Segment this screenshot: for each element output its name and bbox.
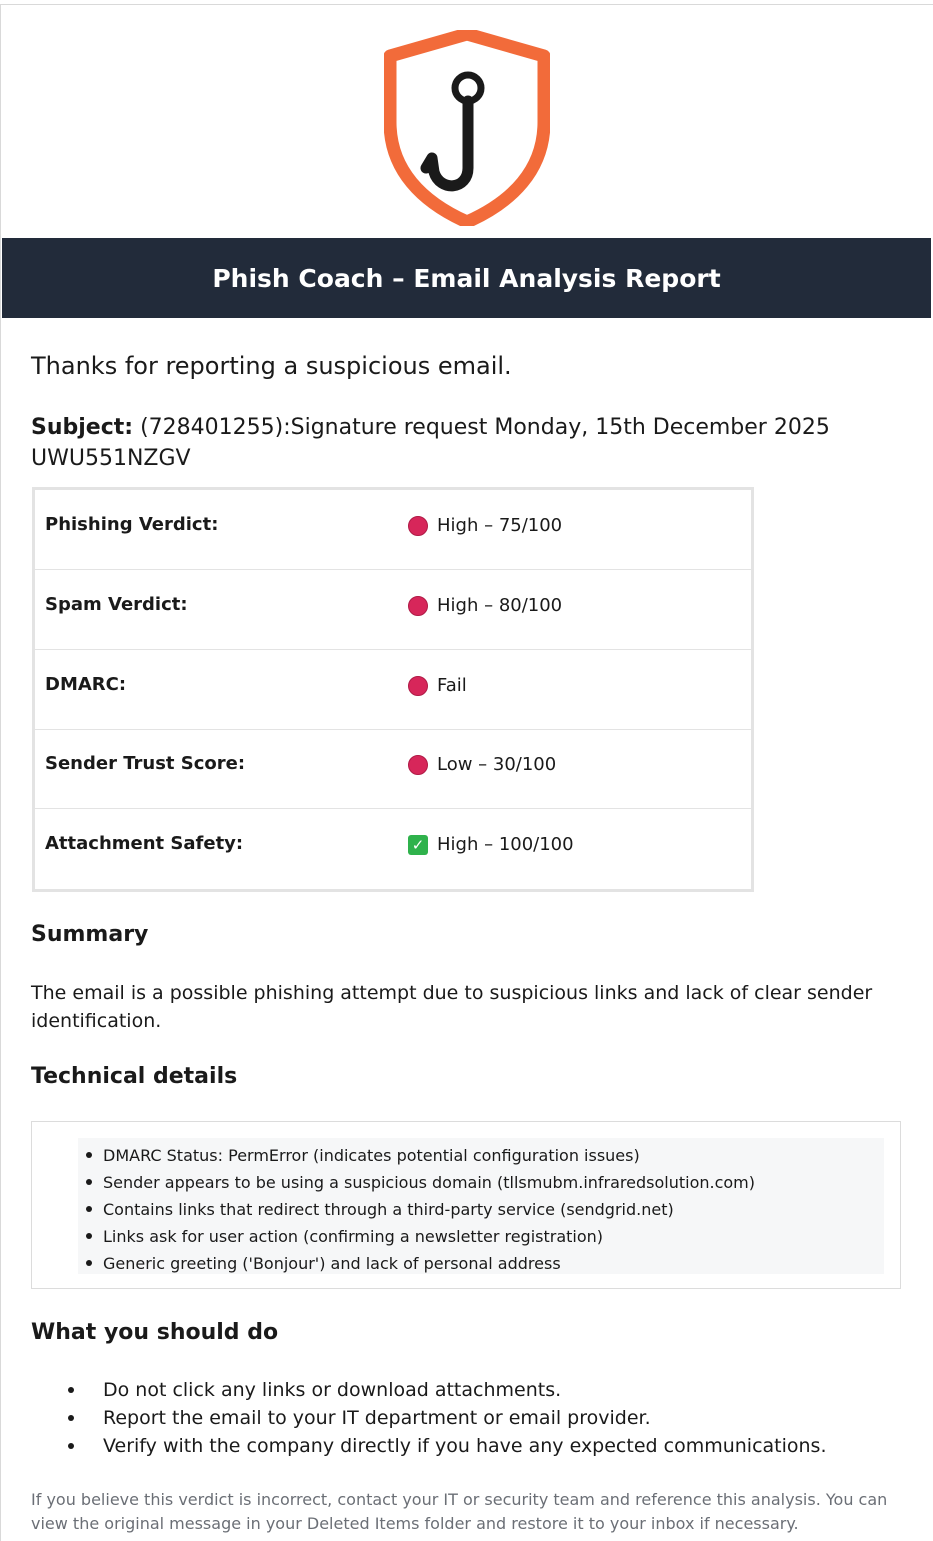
shield-hook-icon bbox=[384, 30, 550, 226]
red-circle-icon bbox=[408, 596, 428, 616]
subject-value: (728401255):Signature request Monday, 15th December 2025 UWU551NZGV bbox=[31, 415, 830, 471]
verdict-value-text: Low – 30/100 bbox=[437, 754, 557, 775]
verdict-value-text: High – 100/100 bbox=[437, 834, 574, 855]
verdict-value-text: High – 75/100 bbox=[437, 515, 563, 536]
verdict-value-text: Fail bbox=[437, 675, 467, 696]
verdict-value bbox=[408, 675, 467, 696]
list-item: Links ask for user action (confirming a newsletter registration) bbox=[86, 1223, 755, 1250]
technical-details-heading: Technical details bbox=[31, 1064, 238, 1089]
actions-heading: What you should do bbox=[31, 1320, 279, 1345]
verdict-label: Spam Verdict: bbox=[45, 594, 188, 615]
footer-note: If you believe this verdict is incorrect, contact your IT or security team and reference this analysis. You can view the original message in your Deleted Items folder and restore it to your inbox if necessary. bbox=[31, 1490, 888, 1533]
verdict-label: Phishing Verdict: bbox=[45, 514, 219, 535]
verdict-value-text: High – 80/100 bbox=[437, 595, 563, 616]
greeting-text: Thanks for reporting a suspicious email. bbox=[31, 352, 512, 380]
list-item: Sender appears to be using a suspicious domain (tllsmubm.infraredsolution.com) bbox=[86, 1169, 755, 1196]
verdict-row-phishing bbox=[35, 490, 751, 570]
report-title: Phish Coach – Email Analysis Report bbox=[212, 263, 721, 293]
list-item: DMARC Status: PermError (indicates potential configuration issues) bbox=[86, 1142, 755, 1169]
email-subject bbox=[31, 412, 891, 474]
summary-heading: Summary bbox=[31, 922, 149, 947]
red-circle-icon bbox=[408, 516, 428, 536]
list-item: Contains links that redirect through a third-party service (sendgrid.net) bbox=[86, 1196, 755, 1223]
summary-text: The email is a possible phishing attempt due to suspicious links and lack of clear sender identification. bbox=[31, 982, 873, 1032]
technical-details-box bbox=[31, 1121, 901, 1289]
verdict-row-dmarc bbox=[35, 650, 751, 730]
verdict-value bbox=[408, 754, 556, 775]
verdict-value bbox=[408, 595, 562, 616]
technical-details-list bbox=[86, 1142, 755, 1277]
verdict-value bbox=[408, 834, 574, 855]
verdict-row-spam bbox=[35, 570, 751, 650]
red-circle-icon bbox=[408, 676, 428, 696]
green-check-icon: ✓ bbox=[408, 835, 428, 855]
list-item: Do not click any links or download attachments. bbox=[66, 1376, 827, 1404]
list-item: Verify with the company directly if you have any expected communications. bbox=[66, 1432, 827, 1460]
list-item: Report the email to your IT department or email provider. bbox=[66, 1404, 827, 1432]
verdict-label: Sender Trust Score: bbox=[45, 753, 246, 774]
red-circle-icon bbox=[408, 755, 428, 775]
verdict-value bbox=[408, 515, 562, 536]
verdict-row-attachment bbox=[35, 809, 751, 889]
report-title-banner bbox=[2, 238, 931, 318]
actions-list bbox=[66, 1376, 827, 1460]
verdict-label: Attachment Safety: bbox=[45, 833, 244, 854]
verdict-table bbox=[32, 487, 754, 892]
subject-label: Subject: bbox=[31, 415, 134, 440]
list-item: Generic greeting ('Bonjour') and lack of personal address bbox=[86, 1250, 755, 1277]
verdict-row-sender-trust bbox=[35, 729, 751, 809]
verdict-label: DMARC: bbox=[45, 674, 127, 695]
